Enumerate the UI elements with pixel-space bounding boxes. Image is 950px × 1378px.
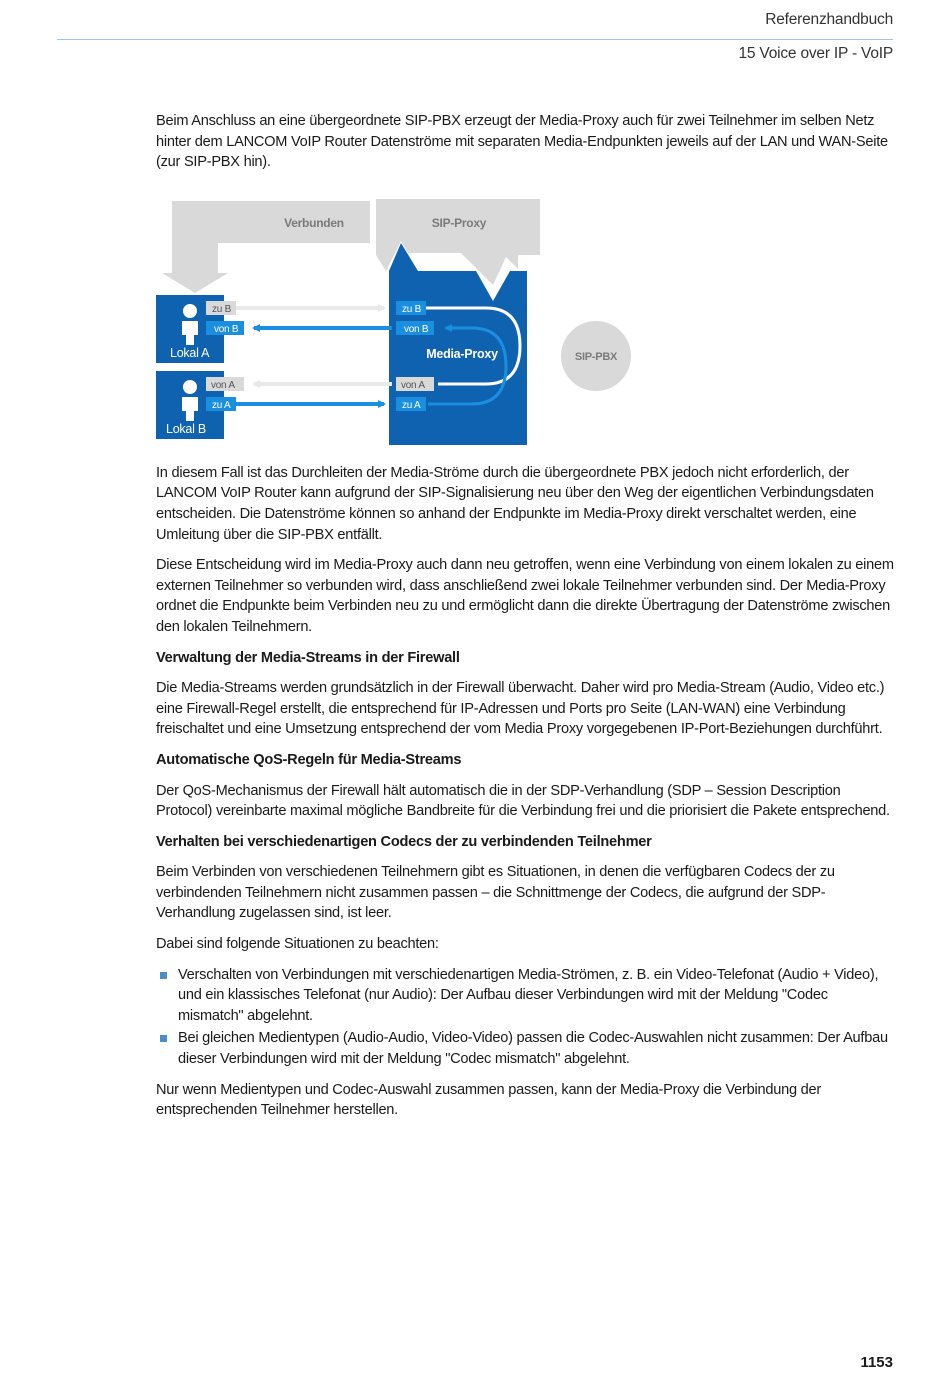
verbunden-arrow [162, 201, 370, 293]
label-zu-a-left: zu A [212, 399, 231, 411]
page-number: 1153 [860, 1354, 893, 1371]
list-item: Verschalten von Verbindungen mit verschiedenartigen Media-Strömen, z. B. ein Video-Telefonat (Audio + Video), und ein klassisches Telefonat (nur Audio): Der Aufbau dieser Verbindungen wird mit der Meldung "Codec mismatch" abgelehnt. [156, 965, 896, 1027]
header-rule [57, 39, 893, 40]
label-von-a-right: von A [401, 379, 425, 391]
media-proxy-diagram [156, 195, 656, 445]
label-lokal-a: Lokal A [170, 345, 210, 360]
section-text-qos: Der QoS-Mechanismus der Firewall hält automatisch die in der SDP-Verhandlung (SDP – Session Description Protocol) vereinbarte maximal mögliche Bandbreite für die Verbindung frei und die priorisiert die Pakete entsprechend. [156, 782, 890, 820]
label-lokal-b: Lokal B [166, 421, 206, 436]
label-zu-a-right: zu A [402, 399, 421, 411]
closing-paragraph: Nur wenn Medientypen und Codec-Auswahl zusammen passen, kann der Media-Proxy die Verbindung der entsprechenden Teilnehmer herstellen. [156, 1081, 821, 1119]
intro-paragraph: Beim Anschluss an eine übergeordnete SIP-PBX erzeugt der Media-Proxy auch für zwei Teilnehmer im selben Netz hinter dem LANCOM VoIP Router Datenströme mit separaten Media-Endpunkten jeweils auf der LAN und WAN-Seite (zur SIP-PBX hin). [156, 113, 888, 171]
header-chapter: 15 Voice over IP - VoIP [738, 45, 893, 62]
label-von-b-right: von B [404, 323, 429, 335]
media-proxy-box [389, 243, 527, 445]
label-media-proxy: Media-Proxy [426, 346, 498, 361]
section-text-firewall: Die Media-Streams werden grundsätzlich in der Firewall überwacht. Daher wird pro Media-Stream (Audio, Video etc.) eine Firewall-Regel erstellt, die entsprechend für IP-Adressen und Ports pro Seite (LAN-WAN) eine Verbindung freischaltet und eine Umsetzung entsprechend der vom Media Proxy vorgegebenen IP-Port-Beziehungen durchführt. [156, 680, 885, 738]
label-von-a-left: von A [211, 379, 235, 391]
section-text-codecs: Beim Verbinden von verschiedenen Teilnehmern gibt es Situationen, in denen die verfügbaren Codecs der zu verbindenden Teilnehmern nicht zusammen passen – die Schnittmenge der Codecs, die aufgrund der SDP-Verhandlung zugelassen sind, ist leer. [156, 864, 835, 922]
section-heading-codecs: Verhalten bei verschiedenartigen Codecs der zu verbindenden Teilnehmer [156, 833, 652, 850]
header-title: Referenzhandbuch [765, 11, 893, 28]
diagram-svg [156, 195, 656, 445]
person-b-head-icon [183, 380, 197, 394]
page-content [156, 111, 896, 1131]
label-von-b-left: von B [214, 323, 239, 335]
label-sip-pbx: SIP-PBX [574, 350, 618, 363]
person-a-head-icon [183, 304, 197, 318]
section-heading-firewall: Verwaltung der Media-Streams in der Firewall [156, 649, 460, 666]
list-item: Bei gleichen Medientypen (Audio-Audio, Video-Video) passen die Codec-Auswahlen nicht zusammen: Der Aufbau dieser Verbindungen wird mit der Meldung "Codec mismatch" abgelehnt. [156, 1028, 896, 1069]
paragraph-2: Diese Entscheidung wird im Media-Proxy auch dann neu getroffen, wenn eine Verbindung von einem lokalen zu einem externen Teilnehmer so verbunden wird, dass anschließend zwei lokale Teilnehmer verbunden sind. Der Media-Proxy ordnet die Endpunkte beim Verbinden neu zu und ermöglicht dann die direkte Übertragung der Datenströme zwischen den lokalen Teilnehmern. [156, 557, 894, 635]
paragraph-1: In diesem Fall ist das Durchleiten der Media-Ströme durch die übergeordnete PBX jedoch nicht erforderlich, der LANCOM VoIP Router kann aufgrund der SIP-Signalisierung neu über den Weg der eigentlichen Verbindungsdaten entscheiden. Die Datenströme können so anhand der Endpunkte im Media-Proxy direkt verschaltet werden, eine Umleitung über die SIP-PBX entfällt. [156, 464, 874, 543]
situations-list [156, 965, 896, 1070]
label-zu-b-right: zu B [402, 303, 422, 315]
label-zu-b-left: zu B [212, 303, 232, 315]
situations-intro: Dabei sind folgende Situationen zu beachten: [156, 936, 439, 953]
label-verbunden: Verbunden [284, 215, 344, 230]
label-sip-proxy: SIP-Proxy [431, 215, 487, 230]
section-heading-qos: Automatische QoS-Regeln für Media-Streams [156, 751, 462, 768]
